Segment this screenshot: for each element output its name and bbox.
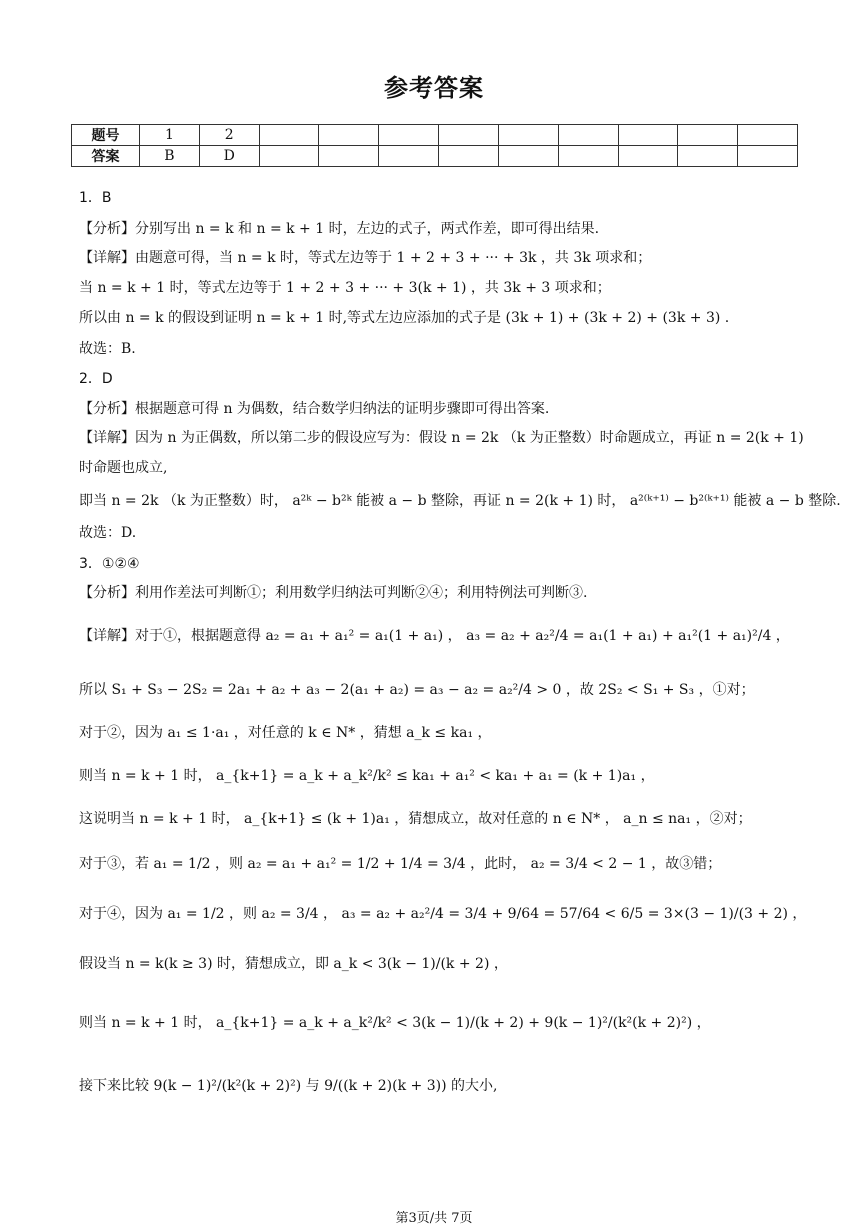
solution-text: 【详解】由题意可得，当 n = k 时，等式左边等于 1 + 2 + 3 + ··· + 3k ，共 3k 项求和； [79,250,652,266]
table-cell: 2 [199,125,259,146]
solution-text: 接下来比较 9(k − 1)²/(k²(k + 2)²) 与 9/((k + 2)(k + 3)) 的大小, [79,1078,498,1094]
analysis-text: 【分析】根据题意可得 n 为偶数，结合数学归纳法的证明步骤即可得出答案. [79,401,550,417]
solution-text: 对于③，若 a₁ = 1/2 ，则 a₂ = a₁ + a₁² = 1/2 + 1/4 = 3/4 ，此时， a₂ = 3/4 < 2 − 1 ，故③错； [79,856,722,872]
solution-text: 时命题也成立, [79,460,168,476]
page-footer: 第3页/共 7页 [395,1211,473,1226]
answer-table [71,124,798,167]
solution-text: 所以 S₁ + S₃ − 2S₂ = 2a₁ + a₂ + a₃ − 2(a₁ + a₂) = a₃ − a₂ = a₂²/4 > 0 ，故 2S₂ < S₁ + S₃ ，①对； [79,682,755,698]
solution-text: 所以由 n = k 的假设到证明 n = k + 1 时,等式左边应添加的式子是 (3k + 1) + (3k + 2) + (3k + 3) . [79,310,730,326]
solution-text: 这说明当 n = k + 1 时， a_{k+1} ≤ (k + 1)a₁ ，猜想成立，故对任意的 n ∈ N* ， a_n ≤ na₁ ，②对； [79,811,752,827]
table-cell [678,146,738,167]
table-cell [439,146,499,167]
solution-text: 【详解】因为 n 为正偶数，所以第二步的假设应写为：假设 n = 2k （k 为正整数）时命题成立，再证 n = 2(k + 1) [79,430,804,446]
table-cell [558,146,618,167]
table-row [72,125,798,146]
solution-text: 假设当 n = k(k ≥ 3) 时，猜想成立，即 a_k < 3(k − 1)/(k + 2) ， [79,956,508,972]
solution-text: 则当 n = k + 1 时， a_{k+1} = a_k + a_k²/k² ≤ ka₁ + a₁² < ka₁ + a₁ = (k + 1)a₁ ， [79,768,655,784]
table-cell [379,146,439,167]
table-cell: D [199,146,259,167]
table-cell [678,125,738,146]
table-cell [558,125,618,146]
solution-text: 则当 n = k + 1 时， a_{k+1} = a_k + a_k²/k² < 3(k − 1)/(k + 2) + 9(k − 1)²/(k²(k + 2)²) ， [79,1015,711,1031]
table-cell: 答案 [72,146,140,167]
table-cell: 1 [140,125,200,146]
solution-text: 对于②，因为 a₁ ≤ 1·a₁ ，对任意的 k ∈ N* ，猜想 a_k ≤ ka₁ ， [79,725,492,741]
table-cell [439,125,499,146]
page-title: 参考答案 [384,74,484,102]
solution-text: 对于④，因为 a₁ = 1/2 ，则 a₂ = 3/4 ， a₃ = a₂ + a₂²/4 = 3/4 + 9/64 = 57/64 < 6/5 = 3×(3 − 1)/(3 + 2) ， [79,906,807,922]
question-heading: 2．D [79,371,113,387]
table-cell [498,146,558,167]
question-heading: 3．①②④ [79,556,140,572]
question-heading: 1．B [79,190,112,206]
analysis-text: 【分析】分别写出 n = k 和 n = k + 1 时，左边的式子，两式作差，即可得出结果. [79,221,600,237]
table-cell [379,125,439,146]
table-cell [738,125,798,146]
table-cell [319,146,379,167]
table-cell [498,125,558,146]
table-cell [319,125,379,146]
choice-text: 故选：D. [79,525,137,541]
solution-text: 当 n = k + 1 时，等式左边等于 1 + 2 + 3 + ··· + 3(k + 1) ，共 3k + 3 项求和； [79,280,611,296]
table-cell [259,146,319,167]
table-cell [738,146,798,167]
table-cell [618,125,678,146]
table-cell [259,125,319,146]
solution-text: 即当 n = 2k （k 为正整数）时， a²ᵏ − b²ᵏ 能被 a − b 整除，再证 n = 2(k + 1) 时， a²⁽ᵏ⁺¹⁾ − b²⁽ᵏ⁺¹⁾ 能被 a − b 整除. [79,493,841,509]
solution-text: 【详解】对于①，根据题意得 a₂ = a₁ + a₁² = a₁(1 + a₁) ， a₃ = a₂ + a₂²/4 = a₁(1 + a₁) + a₁²(1 + a₁)²/4 ， [79,628,790,644]
table-cell [618,146,678,167]
table-cell: B [140,146,200,167]
choice-text: 故选：B. [79,341,136,357]
analysis-text: 【分析】利用作差法可判断①；利用数学归纳法可判断②④；利用特例法可判断③. [79,585,588,601]
table-cell: 题号 [72,125,140,146]
table-row [72,146,798,167]
